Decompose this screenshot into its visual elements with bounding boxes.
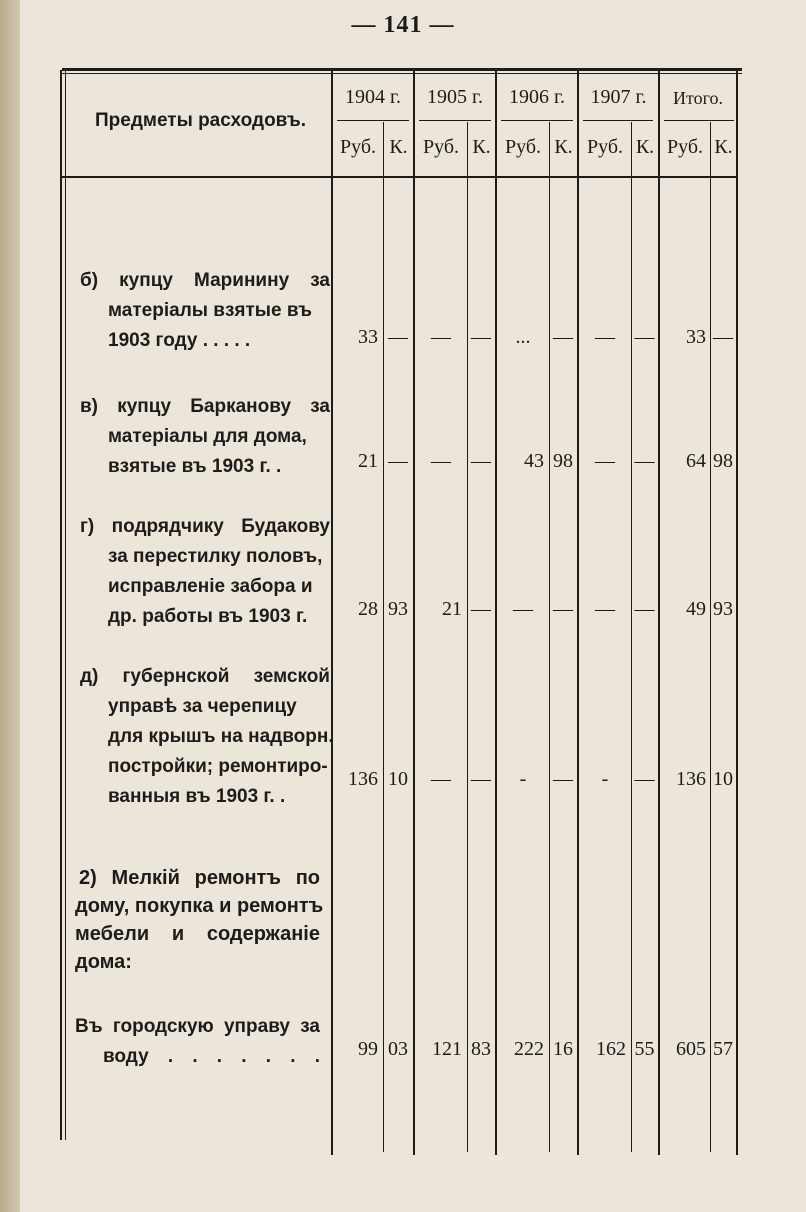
value-kop-total: 98 xyxy=(713,450,733,472)
kop-divider-total xyxy=(710,122,711,1152)
value-rub-total: 605 xyxy=(676,1038,706,1060)
value-kop-1904: — xyxy=(388,450,408,472)
value-kop-1906: — xyxy=(553,598,573,620)
value-rub-1907: 162 xyxy=(596,1038,626,1060)
value-kop-1906: — xyxy=(553,768,573,790)
row-line: 1903 году . . . . . xyxy=(108,330,251,351)
value-kop-1904: 10 xyxy=(388,768,408,790)
row-line: для крышъ на надворн. xyxy=(108,726,334,747)
year-underline-1904 xyxy=(337,120,409,121)
row-line: воду . . . . . . . xyxy=(103,1046,320,1067)
value-rub-1907: - xyxy=(601,768,609,790)
header-bottom-rule xyxy=(62,176,738,178)
row-line: др. работы въ 1903 г. xyxy=(108,606,308,627)
year-header-1904: 1904 г. xyxy=(345,86,401,108)
kop-label-1906: К. xyxy=(554,136,573,158)
kop-divider-1904 xyxy=(383,122,384,1152)
row-line: ванныя въ 1903 г. . xyxy=(108,786,286,807)
value-rub-1906: - xyxy=(519,768,527,790)
row-line: д) губернской земской xyxy=(80,666,330,687)
value-kop-total: 93 xyxy=(713,598,733,620)
value-rub-1904: 136 xyxy=(348,768,378,790)
year-underline-1907 xyxy=(583,120,653,121)
kop-label-total: К. xyxy=(714,136,733,158)
row-line: матеріалы взятые въ xyxy=(108,300,312,321)
value-kop-1905: — xyxy=(471,598,491,620)
row-line: матеріалы для дома, xyxy=(108,426,307,447)
value-rub-1904: 99 xyxy=(358,1038,378,1060)
kop-label-1905: К. xyxy=(472,136,491,158)
value-rub-total: 136 xyxy=(676,768,706,790)
row-line: взятые въ 1903 г. . xyxy=(108,456,282,477)
row-description xyxy=(80,512,330,632)
value-kop-1907: — xyxy=(634,598,655,620)
row-line: за перестилку половъ, xyxy=(108,546,323,567)
year-header-total: Итого. xyxy=(672,88,724,108)
row-line: г) подрядчику Будакову xyxy=(80,516,330,537)
row-line: управѣ за черепицу xyxy=(108,696,297,717)
value-rub-total: 33 xyxy=(686,326,706,348)
row-description xyxy=(80,266,330,356)
value-rub-1906: — xyxy=(513,598,533,620)
row-description xyxy=(80,392,330,482)
value-kop-1906: 98 xyxy=(553,450,573,472)
value-rub-1904: 33 xyxy=(358,326,378,348)
value-rub-1904: 28 xyxy=(358,598,378,620)
book-spine xyxy=(0,0,20,1212)
value-kop-1905: — xyxy=(471,768,491,790)
value-rub-1905: — xyxy=(431,768,451,790)
page-number: — 141 — xyxy=(351,12,455,38)
row-line: в) купцу Барканову за xyxy=(80,396,330,417)
value-kop-1904: — xyxy=(388,326,408,348)
value-kop-1906: 16 xyxy=(553,1038,573,1060)
row-line: мебели и содержаніе xyxy=(75,923,320,945)
row-line: Въ городскую управу за xyxy=(75,1016,320,1037)
value-rub-1905: 121 xyxy=(432,1038,462,1060)
section-heading xyxy=(75,864,324,976)
row-line: дому, покупка и ремонтъ xyxy=(75,895,324,917)
value-kop-1905: — xyxy=(471,450,491,472)
row-line: дома: xyxy=(75,951,132,973)
value-kop-1904: 93 xyxy=(388,598,408,620)
value-kop-1905: — xyxy=(471,326,491,348)
value-kop-1904: 03 xyxy=(388,1038,408,1060)
value-rub-1907: — xyxy=(595,326,615,348)
year-underline-1905 xyxy=(419,120,491,121)
value-rub-total: 64 xyxy=(686,450,706,472)
year-underline-1906 xyxy=(501,120,573,121)
value-rub-total: 49 xyxy=(686,598,706,620)
table-top-rule xyxy=(62,68,742,71)
table-right-border xyxy=(736,70,738,1155)
rub-label-total: Руб. xyxy=(666,136,704,158)
value-kop-1907: — xyxy=(634,450,655,472)
kop-label-1907: К. xyxy=(635,136,655,158)
column-header-expense-items: Предметы расходовъ. xyxy=(95,110,307,131)
value-rub-1905: — xyxy=(431,450,451,472)
value-kop-total: 10 xyxy=(713,768,733,790)
row-description xyxy=(75,1012,320,1072)
value-rub-1906: ... xyxy=(515,326,531,348)
year-header-1905: 1905 г. xyxy=(427,86,483,108)
value-kop-1906: — xyxy=(553,326,573,348)
value-rub-1904: 21 xyxy=(358,450,378,472)
value-rub-1907: — xyxy=(595,450,615,472)
rub-label-1904: Руб. xyxy=(339,136,377,158)
value-rub-1907: — xyxy=(595,598,615,620)
value-kop-1907: 55 xyxy=(634,1038,655,1060)
year-header-1906: 1906 г. xyxy=(509,86,565,108)
row-description xyxy=(80,662,334,812)
kop-divider-1905 xyxy=(467,122,468,1152)
table-top-rule-thin xyxy=(62,73,742,74)
rub-label-1907: Руб. xyxy=(586,136,624,158)
value-rub-1906: 43 xyxy=(524,450,544,472)
rub-label-1906: Руб. xyxy=(504,136,542,158)
row-line: исправленіе забора и xyxy=(108,576,313,597)
value-kop-total: 57 xyxy=(713,1038,733,1060)
row-line: постройки; ремонтиро- xyxy=(108,756,328,777)
value-rub-1905: 21 xyxy=(442,598,462,620)
value-kop-1905: 83 xyxy=(471,1038,491,1060)
value-rub-1905: — xyxy=(431,326,451,348)
value-kop-1907: — xyxy=(634,326,655,348)
table-left-border-inner xyxy=(65,70,66,1140)
value-kop-total: — xyxy=(713,326,733,348)
kop-label-1904: К. xyxy=(389,136,408,158)
value-rub-1906: 222 xyxy=(514,1038,544,1060)
year-underline-total xyxy=(664,120,734,121)
year-header-1907: 1907 г. xyxy=(590,86,647,108)
kop-divider-1907 xyxy=(631,122,632,1152)
rub-label-1905: Руб. xyxy=(422,136,460,158)
value-kop-1907: — xyxy=(634,768,655,790)
row-line: 2) Мелкій ремонтъ по xyxy=(79,867,320,889)
row-line: б) купцу Маринину за xyxy=(80,270,330,291)
kop-divider-1906 xyxy=(549,122,550,1152)
table-left-border xyxy=(60,70,62,1140)
